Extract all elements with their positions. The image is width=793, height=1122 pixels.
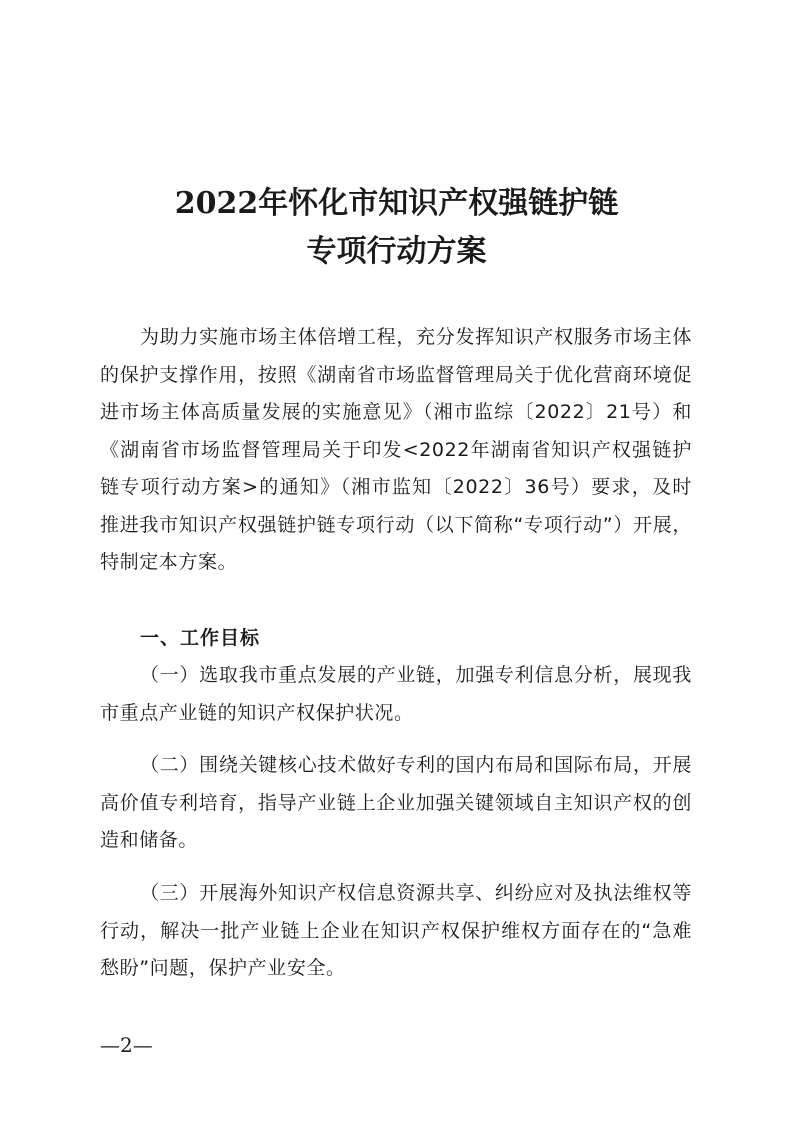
page-number: —2— xyxy=(100,1033,153,1057)
goal-item-1: （一）选取我市重点发展的产业链，加强专利信息分析，展现我市重点产业链的知识产权保护状况。 xyxy=(100,664,692,724)
document-title-line-2: 专项行动方案 xyxy=(306,234,487,269)
section-heading: 一、工作目标 xyxy=(140,627,261,649)
goal-item-2: （二）围绕关键核心技术做好专利的国内布局和国际布局，开展高价值专利培育，指导产业链上企业加强关键领域自主知识产权的创造和储备。 xyxy=(100,754,692,851)
goal-item-3: （三）开展海外知识产权信息资源共享、纠纷应对及执法维权等行动，解决一批产业链上企业在知识产权保护维权方面存在的“急难愁盼”问题，保护产业安全。 xyxy=(100,882,692,979)
document-title-line-1: 2022年怀化市知识产权强链护链 xyxy=(174,186,619,221)
intro-paragraph: 为助力实施市场主体倍增工程，充分发挥知识产权服务市场主体的保护支撑作用，按照《湖南省市场监督管理局关于优化营商环境促进市场主体高质量发展的实施意见》（湘市监综〔2022〕21号）和《湖南省市场监督管理局关于印发<2022年湖南省知识产权强链护链专项行动方案>的通知》（湘市监知〔2022〕36号）要求，及时推进我市知识产权强链护链专项行动（以下简称“专项行动”）开展，特制定本方案。 xyxy=(100,326,692,573)
